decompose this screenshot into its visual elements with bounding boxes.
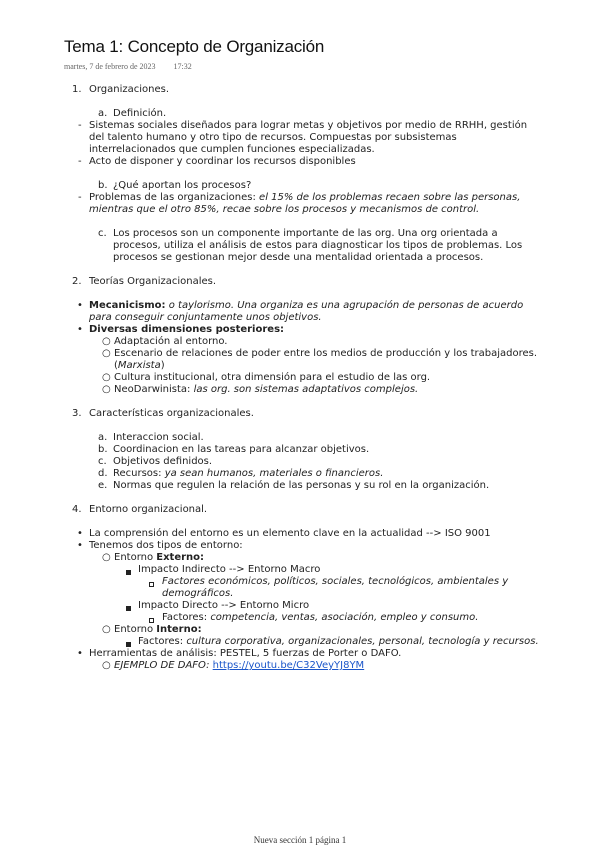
sub-bullet-item: ○ EJEMPLO DE DAFO: https://youtu.be/C32VeyYJ8YM — [102, 660, 365, 671]
sub-bullet-item: ○ Entorno Externo: — [102, 552, 205, 563]
page-footer: Nueva sección 1 página 1 — [253, 835, 347, 845]
square-bullet-item: Factores: cultura corporativa, organizacionales, personal, tecnología y recursos. — [64, 636, 544, 648]
section-3-heading: 3. Características organizacionales. — [72, 408, 254, 419]
bullet-item: • Tenemos dos tipos de entorno: — [77, 540, 243, 551]
section-1-heading: 1. Organizaciones. — [72, 84, 170, 95]
list-item: c. Objetivos definidos. — [98, 456, 213, 467]
section-1b-item: b. ¿Qué aportan los procesos? — [98, 180, 252, 191]
list-item: e. Normas que regulen la relación de las personas y su rol en la organización. — [98, 480, 490, 491]
list-item: d. Recursos: ya sean humanos, materiales o financieros. — [98, 468, 384, 479]
sub-bullet-item: ○ Cultura institucional, otra dimensión para el estudio de las org. — [102, 372, 431, 383]
open-square-bullet-item: Factores: competencia, ventas, asociación, empleo y consumo. — [64, 612, 544, 624]
note-content — [64, 84, 544, 672]
sub-bullet-item: ○ Adaptación al entorno. — [102, 336, 228, 347]
bullet-item: • Mecanicismo: o taylorismo. Una organiza es una agrupación de personas de acuerdo para conseguir conjuntamente unos objetivos. — [77, 300, 524, 323]
square-bullet-item: Impacto Directo --> Entorno Micro — [64, 600, 544, 612]
section-1c-item: c. Los procesos son un componente importante de las org. Una org orientada a procesos, utiliza el análisis de estos para diagnosticar los tipos de problemas. Los procesos se gestionan mejor desde una mentalidad orientada a procesos. — [98, 228, 523, 263]
bullet-item: • Diversas dimensiones posteriores: — [77, 324, 285, 335]
page-date: martes, 7 de febrero de 2023 — [64, 62, 156, 71]
page-meta — [64, 62, 192, 71]
list-item: a. Interaccion social. — [98, 432, 204, 443]
list-item: b. Coordinacion en las tareas para alcanzar objetivos. — [98, 444, 370, 455]
sub-bullet-item: ○ NeoDarwinista: las org. son sistemas adaptativos complejos. — [102, 384, 419, 395]
sub-bullet-item: ○ Entorno Interno: — [102, 624, 202, 635]
square-bullet-item: Impacto Indirecto --> Entorno Macro — [64, 564, 544, 576]
section-1a-item: a. Definición. — [98, 108, 167, 119]
dash-item: - Acto de disponer y coordinar los recursos disponibles — [78, 156, 356, 167]
dafo-link[interactable]: https://youtu.be/C32VeyYJ8YM — [212, 660, 365, 671]
page-time: 17:32 — [173, 62, 192, 71]
dash-item: - Problemas de las organizaciones: el 15% de los problemas recaen sobre las personas, mientras que el otro 85%, recae sobre los procesos y mecanismos de control. — [78, 192, 521, 215]
dash-item: - Sistemas sociales diseñados para lograr metas y objetivos por medio de RRHH, gestión del talento humano y otro tipo de recursos. Compuestas por subsistemas interrelacionados que cumplen funciones especializadas. — [78, 120, 528, 155]
open-square-bullet-item: Factores económicos, políticos, sociales, tecnológicos, ambientales y demográficos. — [64, 576, 544, 600]
sub-bullet-item: ○ Escenario de relaciones de poder entre los medios de producción y los trabajadores. (Marxista) — [102, 348, 538, 371]
page-title: Tema 1: Concepto de Organización — [64, 37, 325, 56]
section-4-heading: 4. Entorno organizacional. — [72, 504, 208, 515]
bullet-item: • La comprensión del entorno es un elemento clave en la actualidad --> ISO 9001 — [77, 528, 491, 539]
bullet-item: • Herramientas de análisis: PESTEL, 5 fuerzas de Porter o DAFO. — [77, 648, 402, 659]
section-2-heading: 2. Teorías Organizacionales. — [72, 276, 217, 287]
